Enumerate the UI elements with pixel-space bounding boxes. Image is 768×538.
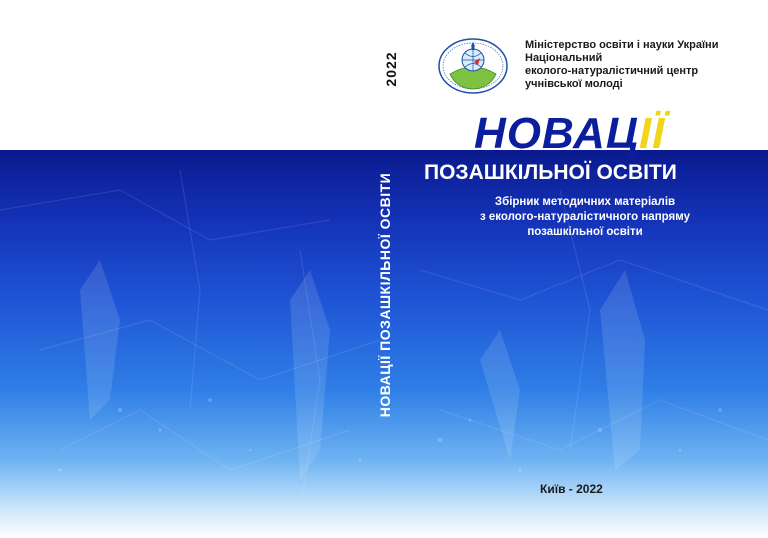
spine-year: 2022 bbox=[383, 51, 399, 87]
publisher-line-4: учнівської молоді bbox=[525, 78, 623, 90]
city-year: Київ - 2022 bbox=[540, 482, 603, 496]
collection-description bbox=[460, 195, 710, 240]
publisher-line-2: Національний bbox=[525, 52, 603, 64]
main-title-base: НОВАЦ bbox=[474, 109, 639, 158]
sub-title: ПОЗАШКІЛЬНОЇ ОСВІТИ bbox=[424, 161, 677, 184]
globe-leaf-emblem-icon bbox=[438, 38, 508, 94]
description-line-1: Збірник методичних матеріалів bbox=[494, 196, 676, 208]
publisher-line-1: Міністерство освіти і науки України bbox=[525, 39, 719, 51]
spine-title: НОВАЦІЇ ПОЗАШКІЛЬНОЇ ОСВІТИ bbox=[377, 172, 393, 418]
description-line-3: позашкільної освіти bbox=[527, 226, 643, 238]
description-line-2: з еколого-натуралістичного напряму bbox=[480, 211, 690, 223]
publisher-line-3: еколого-натуралістичний центр bbox=[525, 65, 699, 77]
publisher-block bbox=[525, 39, 765, 91]
main-title bbox=[474, 110, 665, 158]
main-title-accent: ІЇ bbox=[638, 109, 666, 158]
